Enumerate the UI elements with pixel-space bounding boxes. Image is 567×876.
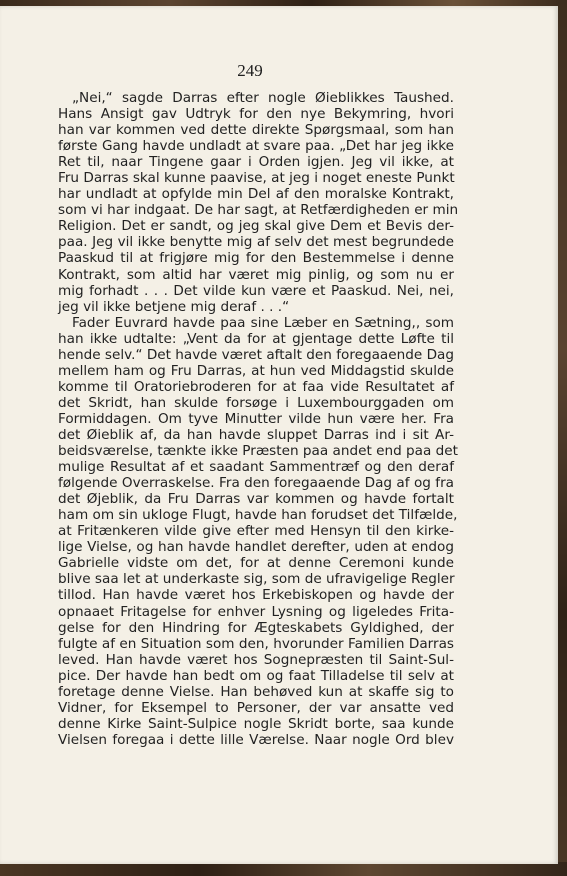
body-text: [58, 90, 459, 748]
text-line: tillod. Han havde været hos Erkebiskopen og havde der: [58, 587, 454, 604]
text-line: mulige Resultat af et saadant Sammentræf og den deraf: [58, 459, 454, 476]
paragraph: [58, 90, 459, 315]
text-line: det Øieblik af, da han havde sluppet Darras ind i sit Ar-: [58, 426, 454, 443]
text-line: det Skridt, han skulde forsøge i Luxembourggaden om: [58, 394, 454, 411]
text-line: „Nei,“ sagde Darras efter nogle Øieblikkes Taushed.: [72, 90, 454, 106]
text-line: Ret til, naar Tingene gaar i Orden igjen. Jeg vil ikke, at: [58, 154, 454, 171]
text-line: opnaaet Fritagelse for enhver Lysning og ligeledes Frita-: [58, 603, 454, 620]
paragraph: [58, 314, 458, 748]
text-line: fulgte af en Situation som den, hvorunder Familien Darras: [58, 635, 454, 652]
book-page: [0, 6, 558, 864]
text-line: gelse for den Hindring for Ægteskabets Gyldighed, der: [58, 619, 454, 636]
text-line: første Gang havde undladt at svare paa. „Det har jeg ikke: [58, 138, 454, 155]
text-line: denne Kirke Saint-Sulpice nogle Skridt borte, saa kunde: [58, 715, 454, 732]
text-line: han var kommen ved dette direkte Spørgsmaal, som han: [58, 122, 454, 139]
text-line: Kontrakt, som altid har været mig pinlig, og som nu er: [58, 266, 454, 283]
text-line: Vielsen foregaa i dette lille Værelse. Naar nogle Ord blev: [58, 731, 454, 748]
text-line: leved. Han havde været hos Sognepræsten til Saint-Sul-: [58, 651, 454, 668]
text-line: det Øjeblik, da Fru Darras var kommen og havde fortalt: [58, 491, 454, 508]
text-line: jeg vil ikke betjene mig deraf . . .“: [58, 298, 290, 315]
text-line: at Fritænkeren vilde give efter med Hensyn til den kirke-: [58, 523, 454, 540]
text-line: han ikke udtalte: „Vent da for at gjentage dette Løfte til: [58, 330, 454, 347]
text-line: beidsværelse, tænkte ikke Præsten paa andet end paa det: [58, 443, 458, 460]
text-line: Religion. Det er sandt, og jeg skal give Dem et Bevis der-: [58, 218, 454, 235]
text-line: følgende Overraskelse. Fra den foregaaende Dag af og fra: [58, 475, 454, 492]
text-line: Fru Darras skal kunne paavise, at jeg i noget eneste Punkt: [58, 170, 455, 187]
text-line: hende selv.“ Det havde været aftalt den foregaaende Dag: [58, 346, 454, 363]
text-line: komme til Oratoriebroderen for at faa vide Resultatet af: [58, 378, 454, 395]
text-line: pice. Der havde han bedt om og faat Tilladelse til selv at: [58, 667, 454, 684]
text-line: ham om sin ukloge Flugt, havde han forudset det Tilfælde,: [58, 507, 458, 524]
text-line: som vi har indgaat. De har sagt, at Retfærdigheden er min: [58, 202, 459, 219]
text-line: Formiddagen. Om tyve Minutter vilde hun være her. Fra: [58, 410, 454, 427]
text-line: blive saa let at underkaste sig, som de ufravigelige Regler: [58, 571, 455, 588]
text-line: Fader Euvrard havde paa sine Læber en Sætning,, som: [72, 314, 454, 331]
text-line: Hans Ansigt gav Udtryk for den nye Bekymring, hvori: [58, 106, 454, 123]
book-edge-bottom: [0, 862, 567, 876]
text-line: lige Vielse, og han havde handlet derefter, uden at endog: [58, 539, 454, 556]
text-line: Paaskud til at frigjøre mig for den Bestemmelse i denne: [58, 250, 454, 267]
text-line: mellem ham og Fru Darras, at hun ved Middagstid skulde: [58, 362, 454, 379]
text-line: foretage denne Vielse. Han behøved kun at skaffe sig to: [58, 683, 454, 700]
text-line: mig forhadt . . . Det vilde kun være et Paaskud. Nei, nei,: [58, 282, 454, 299]
text-line: har undladt at opfylde min Del af den moralske Kontrakt,: [58, 186, 454, 203]
text-line: Vidner, for Eksempel to Personer, der var ansatte ved: [58, 699, 454, 716]
page-number: 249: [237, 61, 263, 80]
text-line: paa. Jeg vil ikke benytte mig af selv det mest begrundede: [58, 234, 454, 251]
text-line: Gabrielle vidste om det, for at denne Ceremoni kunde: [58, 555, 454, 572]
